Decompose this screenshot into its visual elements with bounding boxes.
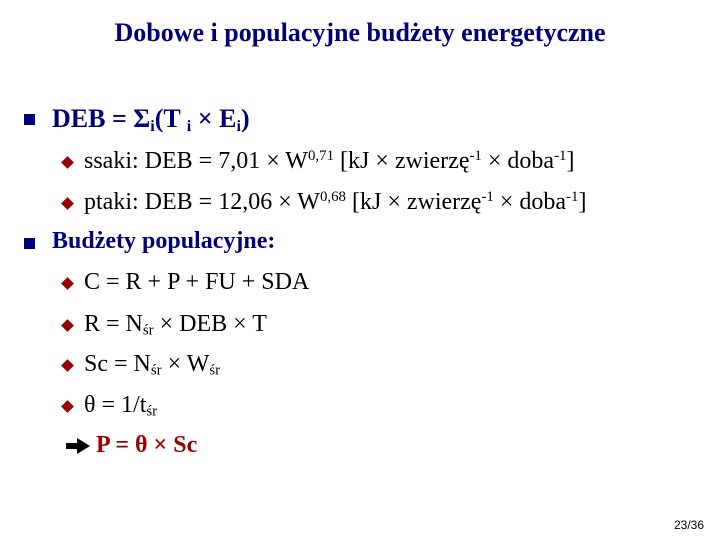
diamond-bullet-icon xyxy=(61,319,74,332)
equation-standing-crop: $Sc = N_{śr} \times W_{śr}$ xyxy=(84,351,221,379)
square-bullet-icon xyxy=(24,238,35,249)
equation-turnover: $\theta = 1/t_{śr}$ xyxy=(84,392,158,420)
equation-respiration: $R = N_{śr}$ × DEB × T xyxy=(84,311,267,339)
square-bullet-icon xyxy=(24,114,35,125)
slide-number: 23/36 xyxy=(673,518,704,532)
conclusion-production: P = θ × Sc xyxy=(66,432,197,459)
diamond-bullet-icon xyxy=(61,197,74,210)
diamond-bullet-icon xyxy=(61,400,74,413)
slide-title: Dobowe i populacyjne budżety energetyczne xyxy=(114,18,606,47)
deb-mammals: ssaki: DEB = 7,01 × W$^{0,71}$ [kJ × zwierzę$^{-1}$ × doba$^{-1}$] xyxy=(84,147,575,174)
diamond-bullet-icon xyxy=(61,156,74,169)
diamond-bullet-icon xyxy=(61,359,74,372)
population-budgets-heading: Budżety populacyjne: xyxy=(52,228,276,254)
diamond-bullet-icon xyxy=(61,277,74,290)
equation-consumption: C = R + P + FU + SDA xyxy=(84,269,310,295)
deb-birds: ptaki: DEB = 12,06 × W$^{0,68}$ [kJ × zwierzę$^{-1}$ × doba$^{-1}$] xyxy=(84,188,587,215)
deb-formula: DEB = $\Sigma_i(T$ $_i \times E_i$) xyxy=(52,104,250,136)
arrow-right-icon xyxy=(66,438,90,454)
